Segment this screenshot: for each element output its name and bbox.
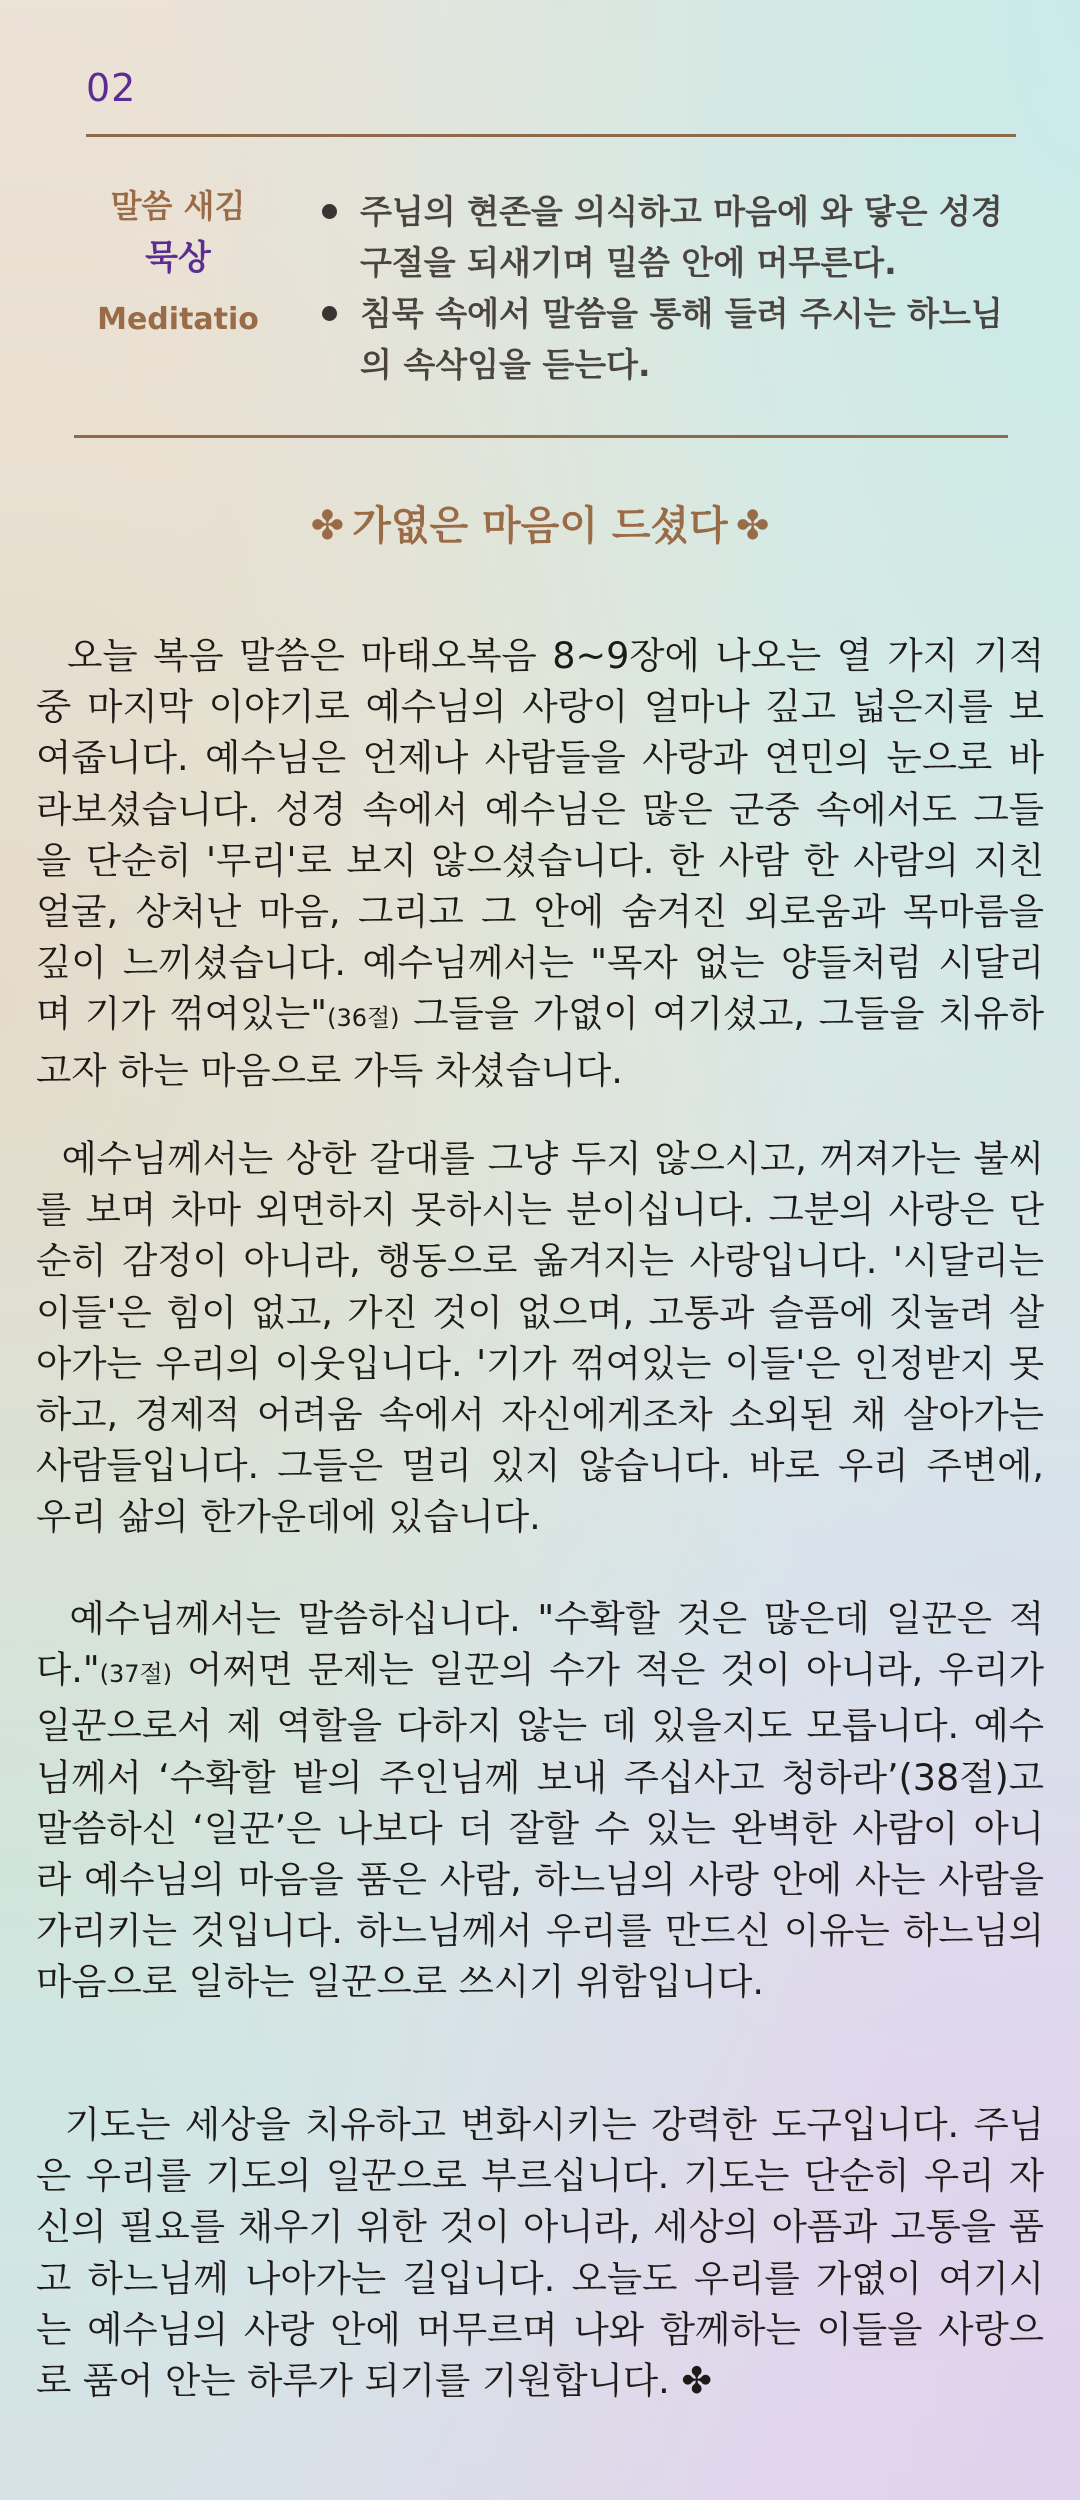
paragraph-4 — [36, 2099, 1044, 2406]
label-main: 묵상 — [145, 238, 211, 278]
paragraph-text: 그들을 가엾이 여기셨고, 그들을 치유하고자 하는 마음으로 가득 차셨습니다. — [36, 992, 1044, 1092]
bullet-icon — [322, 204, 337, 219]
label-title: 말씀 새김 — [110, 187, 246, 225]
verse-reference: (37절) — [99, 1660, 173, 1689]
paragraph-text: 어쩌면 문제는 일꾼의 수가 적은 것이 아니라, 우리가 일꾼으로서 제 역할을 다하지 않는 데 있을지도 모릅니다. 예수님께서 ‘수확할 밭의 주인님께 보내 주십사고 청하라’(38절)고 말씀하신 ‘일꾼’은 나보다 더 잘할 수 있는 완벽한 사람이 아니라 예수님의 마음을 품은 사람, 하느님의 사랑 안에 사는 사람을 가리키는 것입니다. 하느님께서 우리를 만드신 이유는 하느님의 마음으로 일하는 일꾼으로 쓰시기 위함입니다. — [36, 1648, 1044, 2004]
paragraph-1 — [36, 630, 1044, 1096]
reflection-heading — [0, 496, 1080, 556]
bullet-icon — [322, 306, 337, 321]
top-divider — [86, 134, 1016, 137]
clover-ornament-icon: ✤ — [735, 503, 770, 549]
clover-ornament-icon: ✤ — [310, 503, 345, 549]
section-label — [78, 184, 278, 342]
paragraph-text: 예수님께서는 말씀하십니다. "수확할 것은 많은데 일꾼은 적다." — [36, 1597, 1044, 1692]
instruction-text: 침묵 속에서 말씀을 통해 들려 주시는 하느님의 속삭임을 듣는다. — [360, 294, 1003, 384]
paragraph-text: 기도는 세상을 치유하고 변화시키는 강력한 도구입니다. 주님은 우리를 기도의 일꾼으로 부르십니다. 기도는 단순히 우리 자신의 필요를 채우기 위한 것이 아니라, 세상의 아픔과 고통을 품고 하느님께 나아가는 길입니다. 오늘도 우리를 가엾이 여기시는 예수님의 사랑 안에 머무르며 나와 함께하는 이들을 사랑으로 품어 안는 하루가 되기를 기원합니다. — [36, 2103, 1044, 2403]
bottom-divider — [74, 435, 1008, 438]
label-latin: Meditatio — [97, 302, 259, 337]
paragraph-text: 예수님께서는 상한 갈대를 그냥 두지 않으시고, 꺼져가는 불씨를 보며 차마 외면하지 못하시는 분이십니다. 그분의 사랑은 단순히 감정이 아니라, 행동으로 옮겨지는 사랑입니다. '시달리는 이들'은 힘이 없고, 가진 것이 없으며, 고통과 슬픔에 짓눌려 살아가는 우리의 이웃입니다. '기가 꺾여있는 이들'은 인정받지 못하고, 경제적 어려움 속에서 자신에게조차 소외된 채 살아가는 사람들입니다. 그들은 멀리 있지 않습니다. 바로 우리 주변에, 우리 삶의 한가운데에 있습니다. — [36, 1137, 1044, 1539]
instruction-list — [318, 186, 1018, 390]
instruction-text: 주님의 현존을 의식하고 마음에 와 닿은 성경구절을 되새기며 밀씀 안에 머무른다. — [360, 192, 1003, 282]
verse-reference: (36절) — [327, 1004, 400, 1033]
clover-end-icon: ✤ — [681, 2359, 712, 2403]
paragraph-text: 오늘 복음 말씀은 마태오복음 8~9장에 나오는 열 가지 기적 중 마지막 이야기로 예수님의 사랑이 얼마나 깊고 넓은지를 보여줍니다. 예수님은 언제나 사람들을 사랑과 연민의 눈으로 바라보셨습니다. 성경 속에서 예수님은 많은 군중 속에서도 그들을 단순히 '무리'로 보지 않으셨습니다. 한 사람 한 사람의 지친 얼굴, 상처난 마음, 그리고 그 안에 숨겨진 외로움과 목마름을 깊이 느끼셨습니다. 예수님께서는 "목자 없는 양들처럼 시달리며 기가 꺾여있는" — [36, 634, 1044, 1036]
instruction-item — [318, 288, 1018, 390]
paragraph-2 — [36, 1133, 1044, 1543]
paragraph-3 — [36, 1593, 1044, 2008]
section-number: 02 — [86, 66, 137, 110]
heading-text: 가엾은 마음이 드셨다 — [352, 503, 728, 549]
instruction-item — [318, 186, 1018, 288]
